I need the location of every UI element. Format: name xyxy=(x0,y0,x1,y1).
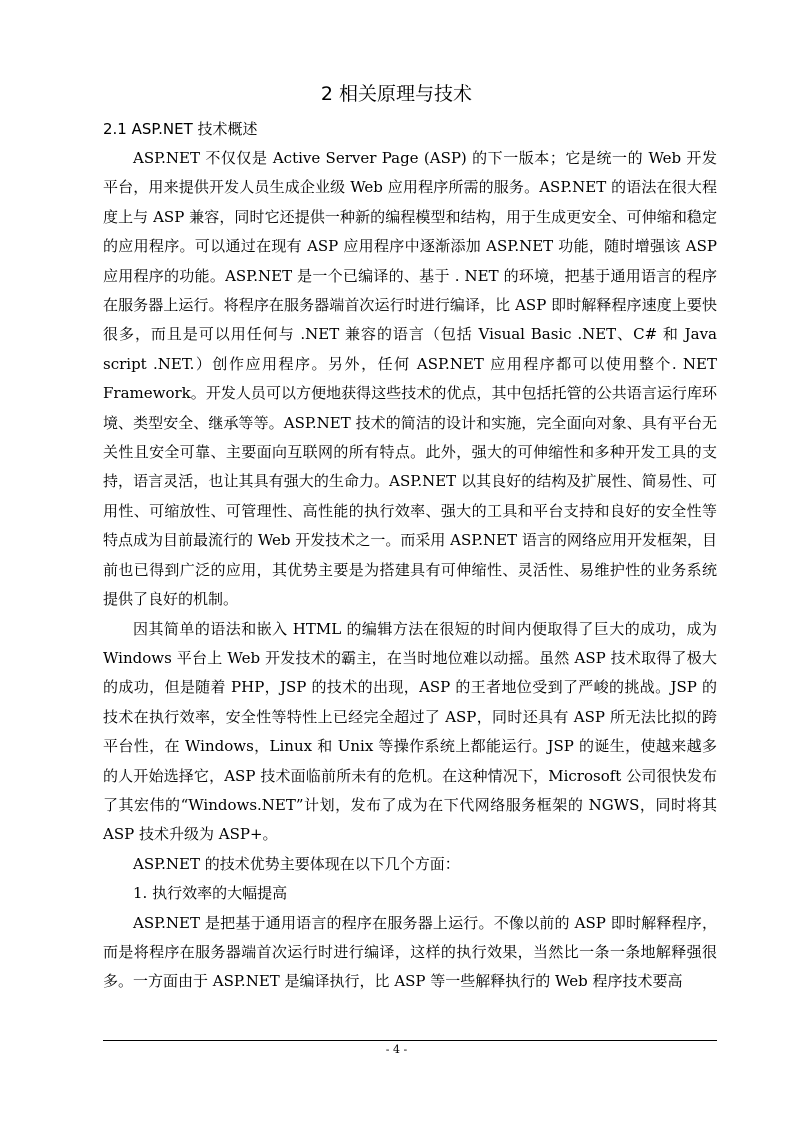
document-body xyxy=(103,144,717,997)
paragraph-efficiency: ASP.NET 是把基于通用语言的程序在服务器上运行。不像以前的 ASP 即时解释程序，而是将程序在服务器端首次运行时进行编译，这样的执行效果，当然比一条一条地解释强很多。一方面由于 ASP.NET 是编译执行，比 ASP 等一些解释执行的 Web 程序技术要高 xyxy=(103,913,717,991)
page-number: - 4 - xyxy=(385,1043,408,1056)
paragraph-history: 因其简单的语法和嵌入 HTML 的编辑方法在很短的时间内便取得了巨大的成功，成为 Windows 平台上 Web 开发技术的霸主，在当时地位难以动摇。虽然 ASP 技术取得了极大的成功，但是随着 PHP，JSP 的技术的出现，ASP 的王者地位受到了严峻的挑战。JSP 的技术在执行效率，安全性等特性上已经完全超过了 ASP，同时还具有 ASP 所无法比拟的跨平台性，在 Windows，Linux 和 Unix 等操作系统上都能运行。JSP 的诞生，使越来越多的人开始选择它，ASP 技术面临前所未有的危机。在这种情况下，Microsoft 公司很快发布了其宏伟的“Windows.NET”计划，发布了成为在下代网络服务框架的 NGWS，同时将其 ASP 技术升级为 ASP+。 xyxy=(103,619,717,844)
paragraph-advantages-intro: ASP.NET 的技术优势主要体现在以下几个方面： xyxy=(133,854,460,873)
section-title: 2.1 ASP.NET 技术概述 xyxy=(103,120,258,138)
paragraph-aspnet-overview: ASP.NET 不仅仅是 Active Server Page (ASP) 的下一版本；它是统一的 Web 开发平台，用来提供开发人员生成企业级 Web 应用程序所需的服务。ASP.NET 的语法在很大程度上与 ASP 兼容，同时它还提供一种新的编程模型和结构，用于生成更安全、可伸缩和稳定的应用程序。可以通过在现有 ASP 应用程序中逐渐添加 ASP.NET 功能，随时增强该 ASP 应用程序的功能。ASP.NET 是一个已编译的、基于 . NET 的环境，把基于通用语言的程序在服务器上运行。将程序在服务器端首次运行时进行编译，比 ASP 即时解释程序速度上要快很多，而且是可以用任何与 .NET 兼容的语言（包括 Visual Basic .NET、C# 和 Java script .NET.）创作应用程序。另外，任何 ASP.NET 应用程序都可以使用整个. NET Framework。开发人员可以方便地获得这些技术的优点，其中包括托管的公共语言运行库环境、类型安全、继承等等。ASP.NET 技术的简洁的设计和实施，完全面向对象、具有平台无关性且安全可靠、主要面向互联网的所有特点。此外，强大的可伸缩性和多种开发工具的支持，语言灵活，也让其具有强大的生命力。ASP.NET 以其良好的结构及扩展性、简易性、可用性、可缩放性、可管理性、高性能的执行效率、强大的工具和平台支持和良好的安全性等特点成为目前最流行的 Web 开发技术之一。而采用 ASP.NET 语言的网络应用开发框架，目前也已得到广泛的应用，其优势主要是为搭建具有可伸缩性、灵活性、易维护性的业务系统提供了良好的机制。 xyxy=(103,149,717,609)
footer-divider xyxy=(103,1040,717,1041)
chapter-title: 2 相关原理与技术 xyxy=(320,83,473,105)
list-heading-efficiency: 1. 执行效率的大幅提高 xyxy=(133,884,288,903)
